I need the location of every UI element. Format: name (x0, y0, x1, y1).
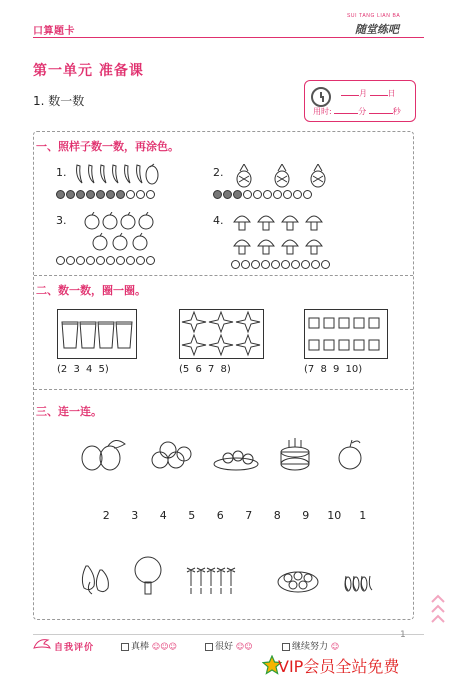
circle[interactable] (136, 190, 145, 199)
smile-icon: ☺☺ (235, 642, 253, 651)
minute-blank[interactable] (334, 106, 358, 114)
circle[interactable] (213, 190, 222, 199)
circle[interactable] (311, 260, 320, 269)
choice-stars[interactable]: (5 6 7 8) (179, 364, 231, 375)
time-label: 用时: (313, 107, 332, 116)
circle[interactable] (96, 256, 105, 265)
dolphin-icon (32, 636, 52, 652)
number-item[interactable]: 9 (302, 509, 310, 522)
circle[interactable] (231, 260, 240, 269)
number-item[interactable]: 2 (102, 509, 110, 522)
watermelon-icon (82, 446, 102, 470)
exercise-panel (33, 131, 414, 620)
second-label: 秒 (392, 107, 401, 116)
circle[interactable] (263, 190, 272, 199)
number-item[interactable]: 6 (216, 509, 224, 522)
circle[interactable] (303, 190, 312, 199)
circle[interactable] (293, 190, 302, 199)
number-item[interactable]: 1 (359, 509, 367, 522)
day-label: 日 (387, 89, 396, 98)
star-icons (180, 310, 263, 358)
choice-squares[interactable]: (7 8 9 10) (304, 364, 363, 375)
smile-icon: ☺☺☺ (151, 642, 177, 651)
brand-left: 口算题卡 (33, 26, 75, 37)
number-item[interactable]: 3 (131, 509, 139, 522)
lesson-title: 1. 数一数 (33, 94, 85, 108)
circle[interactable] (96, 190, 105, 199)
checkbox[interactable] (205, 643, 213, 651)
eval-option-1[interactable] (121, 639, 177, 652)
squares-box (304, 309, 388, 359)
circle[interactable] (301, 260, 310, 269)
brand-right: 随堂练吧 (355, 23, 399, 36)
circle[interactable] (283, 190, 292, 199)
item1-number: 1. (56, 166, 67, 179)
circle[interactable] (66, 256, 75, 265)
cup-icons (58, 310, 136, 358)
apple-icons (82, 212, 162, 254)
circle[interactable] (86, 256, 95, 265)
circle[interactable] (86, 190, 95, 199)
clock-icon (311, 87, 331, 107)
circle[interactable] (251, 260, 260, 269)
circle[interactable] (146, 256, 155, 265)
circle[interactable] (253, 190, 262, 199)
item2-number: 2. (213, 166, 224, 179)
banana-group (74, 163, 160, 187)
header-rule (33, 37, 424, 38)
item4-number: 4. (213, 214, 224, 227)
checkbox[interactable] (282, 643, 290, 651)
unit-title: 第一单元 准备课 (33, 63, 144, 79)
cups-box (57, 309, 137, 359)
circle[interactable] (66, 190, 75, 199)
date-box (304, 80, 416, 122)
number-item[interactable]: 7 (245, 509, 253, 522)
circle[interactable] (271, 260, 280, 269)
number-item[interactable]: 10 (327, 509, 342, 522)
circle[interactable] (76, 190, 85, 199)
number-item[interactable]: 4 (159, 509, 167, 522)
circle[interactable] (261, 260, 270, 269)
circle[interactable] (281, 260, 290, 269)
section1-title: 一、照样子数一数，再涂色。 (36, 140, 179, 153)
circle[interactable] (243, 190, 252, 199)
circle[interactable] (126, 190, 135, 199)
self-eval-label: 自我评价 (54, 643, 95, 653)
item3-circles (56, 256, 155, 265)
number-item[interactable]: 8 (273, 509, 281, 522)
second-blank[interactable] (369, 106, 393, 114)
divider-1 (34, 275, 413, 276)
circle[interactable] (116, 190, 125, 199)
item2-circles (213, 190, 312, 199)
eval-option-2[interactable] (205, 639, 253, 652)
circle[interactable] (106, 190, 115, 199)
minute-label: 分 (358, 107, 367, 116)
chevron-up-icon (430, 590, 446, 630)
smile-icon: ☺ (330, 642, 340, 651)
square-icons (305, 310, 387, 358)
circle[interactable] (136, 256, 145, 265)
circle[interactable] (223, 190, 232, 199)
page-number: 1 (400, 630, 406, 640)
circle[interactable] (56, 256, 65, 265)
eval-option-3[interactable] (282, 639, 339, 652)
circle[interactable] (146, 190, 155, 199)
section2-title: 二、数一数，圈一圈。 (36, 284, 146, 297)
circle[interactable] (291, 260, 300, 269)
footer-rule (33, 634, 424, 635)
item1-circles (56, 190, 155, 199)
circle[interactable] (56, 190, 65, 199)
number-item[interactable]: 5 (188, 509, 196, 522)
circle[interactable] (321, 260, 330, 269)
pineapple-icons (234, 164, 334, 188)
circle[interactable] (76, 256, 85, 265)
item4-circles (231, 260, 330, 269)
top-picture-row (80, 434, 370, 474)
circle[interactable] (241, 260, 250, 269)
checkbox[interactable] (121, 643, 129, 651)
brand-pinyin: SUI TANG LIAN BA (347, 13, 401, 19)
section3-title: 三、连一连。 (36, 405, 102, 418)
bottom-picture-row (76, 556, 376, 596)
circle[interactable] (233, 190, 242, 199)
mushroom-icons (232, 210, 332, 258)
banana-icons (74, 163, 160, 187)
choice-cups[interactable]: (2 3 4 5) (57, 364, 109, 375)
time-row (313, 106, 401, 117)
vip-banner[interactable]: VIP会员全站免费 (278, 657, 400, 676)
date-row (341, 88, 396, 99)
eval-option-2-label: 很好 (215, 642, 234, 652)
circle[interactable] (116, 256, 125, 265)
eval-option-3-label: 继续努力 (292, 642, 329, 652)
circle[interactable] (106, 256, 115, 265)
stars-box (179, 309, 264, 359)
circle[interactable] (273, 190, 282, 199)
day-blank[interactable] (370, 88, 388, 96)
month-blank[interactable] (341, 88, 359, 96)
circle[interactable] (126, 256, 135, 265)
number-row (92, 509, 377, 522)
item3-number: 3. (56, 214, 67, 227)
divider-2 (34, 389, 413, 390)
eval-option-1-label: 真棒 (131, 642, 150, 652)
month-label: 月 (359, 89, 367, 98)
